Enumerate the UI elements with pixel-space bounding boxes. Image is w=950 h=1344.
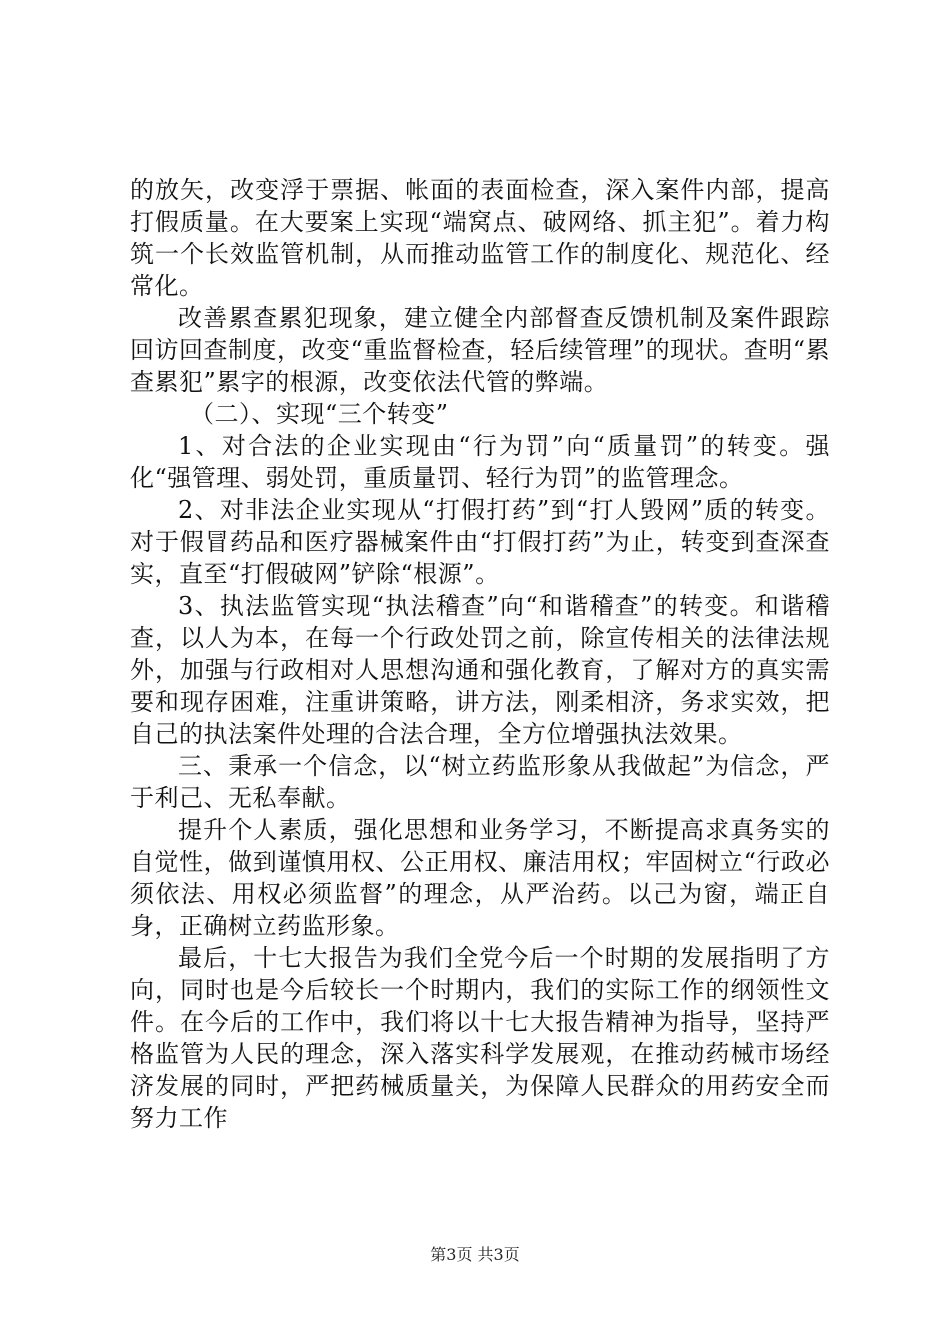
section-heading-belief: 三、秉承一个信念，以“树立药监形象从我做起”为信念，严于利己、无私奉献。 — [130, 752, 830, 812]
paragraph-item-1: 1、对合法的企业实现由“行为罚”向“质量罚”的转变。强化“强管理、弱处罚，重质量罚、轻行为罚”的监管理念。 — [130, 432, 830, 492]
paragraph-item-2: 2、对非法企业实现从“打假打药”到“打人毁网”质的转变。对于假冒药品和医疗器械案件由“打假打药”为止，转变到查深查实，直至“打假破网”铲除“根源”。 — [130, 496, 830, 588]
page-footer: 第3页 共3页 — [430, 1245, 520, 1264]
paragraph-repeat-offense: 改善累查累犯现象，建立健全内部督查反馈机制及案件跟踪回访回查制度，改变“重监督检查，轻后续管理”的现状。查明“累查累犯”累字的根源，改变依法代管的弊端。 — [130, 304, 830, 396]
paragraph-personal-quality: 提升个人素质，强化思想和业务学习，不断提高求真务实的自觉性，做到谨慎用权、公正用权、廉洁用权；牢固树立“行政必须依法、用权必须监督”的理念，从严治药。以己为窗，端正自身，正确树立药监形象。 — [130, 816, 830, 940]
paragraph-conclusion: 最后，十七大报告为我们全党今后一个时期的发展指明了方向，同时也是今后较长一个时期内，我们的实际工作的纲领性文件。在今后的工作中，我们将以十七大报告精神为指导，坚持严格监管为人民的理念，深入落实科学发展观，在推动药械市场经济发展的同时，严把药械质量关，为保障人民群众的用药安全而努力工作 — [130, 944, 830, 1132]
section-heading-three-transformations: （二）、实现“三个转变” — [190, 400, 449, 428]
paragraph-item-3: 3、执法监管实现“执法稽查”向“和谐稽查”的转变。和谐稽查，以人为本，在每一个行政处罚之前，除宣传相关的法律法规外，加强与行政相对人思想沟通和强化教育，了解对方的真实需要和现存困难，注重讲策略，讲方法，刚柔相济，务求实效，把自己的执法案件处理的合法合理，全方位增强执法效果。 — [130, 592, 830, 748]
document-body — [130, 174, 830, 1134]
paragraph-continuation: 的放矢，改变浮于票据、帐面的表面检查，深入案件内部，提高打假质量。在大要案上实现“端窝点、破网络、抓主犯”。着力构筑一个长效监管机制，从而推动监管工作的制度化、规范化、经常化。 — [130, 176, 830, 300]
